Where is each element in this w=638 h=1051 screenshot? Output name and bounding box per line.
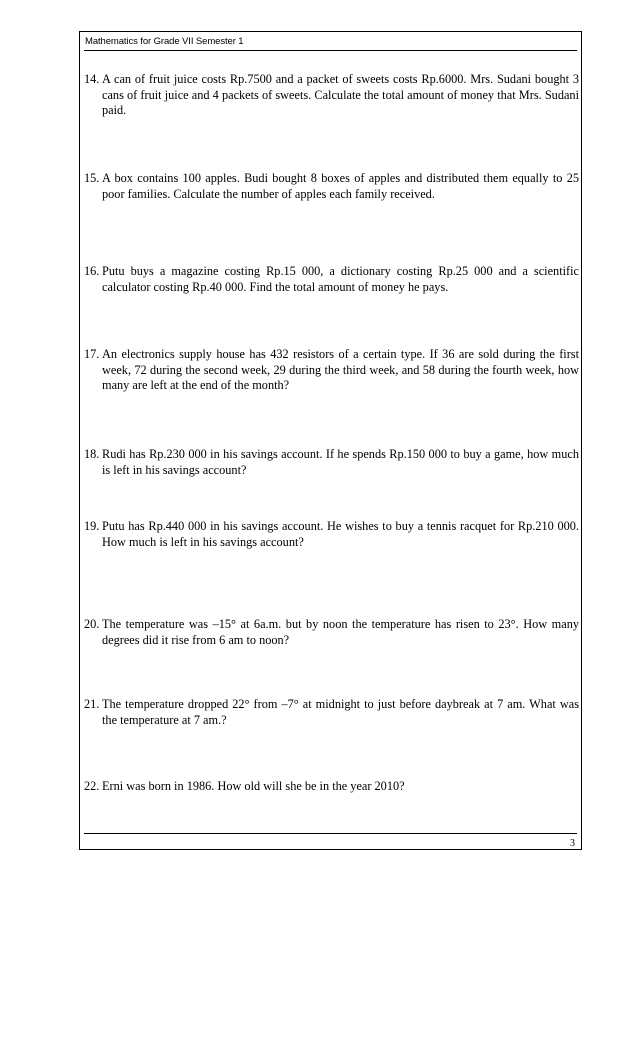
question-14 [84,72,579,119]
question-19 [84,519,579,550]
question-number: 20. [84,617,100,631]
question-text: The temperature dropped 22° from –7° at midnight to just before daybreak at 7 am. What was the temperature at 7 am.? [102,697,579,727]
footer-divider [84,833,577,834]
question-number: 21. [84,697,100,711]
page-number: 3 [570,838,575,849]
question-number: 15. [84,171,100,185]
question-text: An electronics supply house has 432 resistors of a certain type. If 36 are sold during the first week, 72 during the second week, 29 during the third week, and 58 during the fourth week, how many are left at the end of the month? [102,347,579,393]
question-text: Rudi has Rp.230 000 in his savings account. If he spends Rp.150 000 to buy a game, how much is left in his savings account? [102,447,579,477]
page-frame [79,31,582,850]
question-text: Putu buys a magazine costing Rp.15 000, a dictionary costing Rp.25 000 and a scientific calculator costing Rp.40 000. Find the total amount of money he pays. [102,264,579,294]
question-number: 22. [84,779,100,793]
question-16 [84,264,579,295]
page-header-title: Mathematics for Grade VII Semester 1 [85,36,244,47]
question-text: A box contains 100 apples. Budi bought 8 boxes of apples and distributed them equally to 25 poor families. Calculate the number of apples each family received. [102,171,579,201]
question-text: Putu has Rp.440 000 in his savings account. He wishes to buy a tennis racquet for Rp.210 000. How much is left in his savings account? [102,519,579,549]
question-20 [84,617,579,648]
header-divider [84,50,577,51]
question-22 [84,779,579,795]
question-17 [84,347,579,394]
question-number: 16. [84,264,100,278]
question-text: Erni was born in 1986. How old will she be in the year 2010? [102,779,405,793]
question-number: 17. [84,347,100,361]
question-text: The temperature was –15° at 6a.m. but by noon the temperature has risen to 23°. How many degrees did it rise from 6 am to noon? [102,617,579,647]
question-number: 14. [84,72,100,86]
question-number: 18. [84,447,100,461]
question-text: A can of fruit juice costs Rp.7500 and a packet of sweets costs Rp.6000. Mrs. Sudani bought 3 cans of fruit juice and 4 packets of sweets. Calculate the total amount of money that Mrs. Sudani paid. [102,72,579,118]
question-18 [84,447,579,478]
question-number: 19. [84,519,100,533]
question-15 [84,171,579,202]
question-21 [84,697,579,728]
